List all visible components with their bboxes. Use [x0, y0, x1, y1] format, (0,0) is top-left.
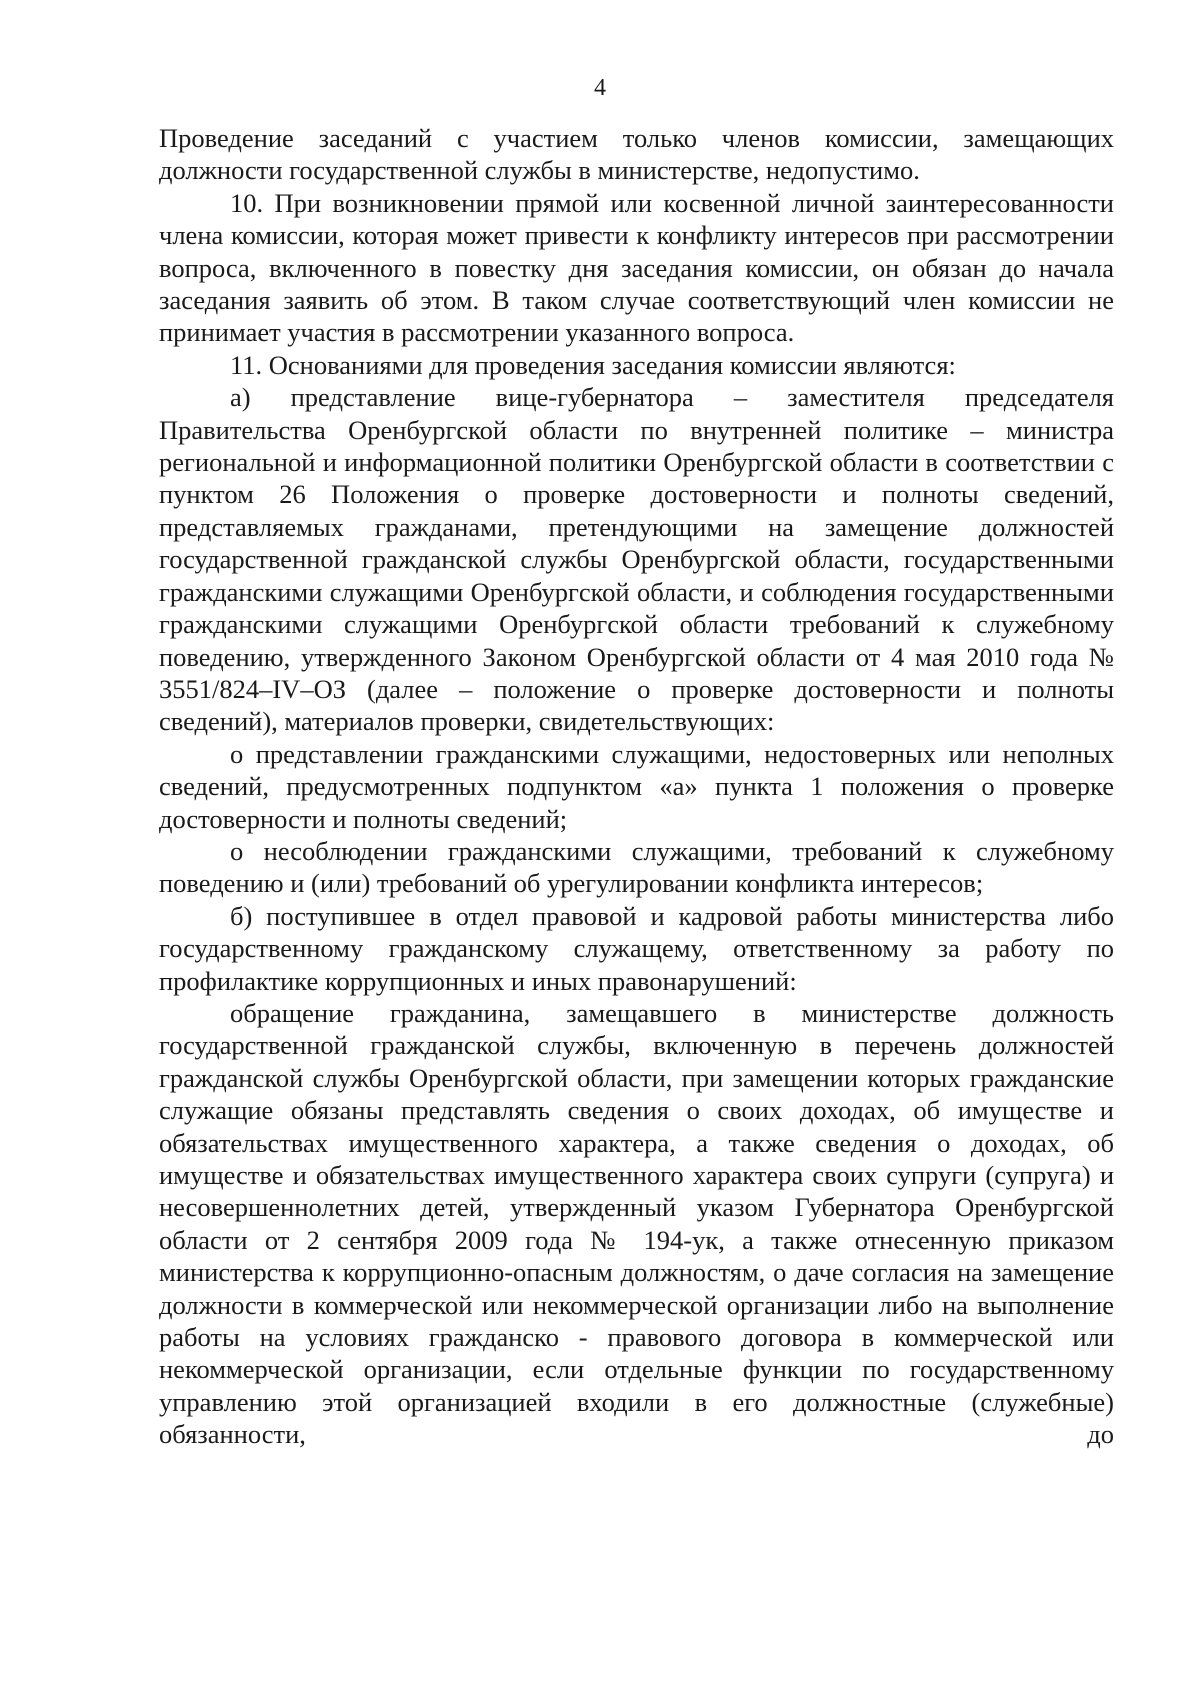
page-number: 4	[594, 75, 606, 101]
paragraph-10-conflict-of-interest: 10. При возникновении прямой или косвенной личной заинтересованности члена комиссии, которая может привести к конфликту интересов при рассмотрении вопроса, включенного в повестку дня заседания комиссии, он обязан до начала заседания заявить об этом. В таком случае соответствующий член комиссии не принимает участия в рассмотрении указанного вопроса.	[159, 187, 1114, 348]
paragraph-unreliable-info: о представлении гражданскими служащими, недостоверных или неполных сведений, предусмотренных подпунктом «а» пункта 1 положения о проверке достоверности и полноты сведений;	[159, 738, 1114, 834]
document-body	[159, 122, 1114, 1451]
paragraph-meetings-restriction: Проведение заседаний с участием только членов комиссии, замещающих должности государственной службы в министерстве, недопустимо.	[159, 123, 1114, 186]
paragraph-11b-received: б) поступившее в отдел правовой и кадровой работы министерства либо государственному гражданскому служащему, ответственному за работу по профилактике коррупционных и иных правонарушений:	[159, 900, 1114, 996]
paragraph-non-compliance: о несоблюдении гражданскими служащими, требований к служебному поведению и (или) требований об урегулировании конфликта интересов;	[159, 835, 1114, 899]
paragraph-citizen-appeal: обращение гражданина, замещавшего в министерстве должность государственной гражданской службы, включенную в перечень должностей гражданской службы Оренбургской области, при замещении которых гражданские служащие обязаны представлять сведения о своих доходах, об имуществе и обязательствах имущественного характера, а также сведения о доходах, об имуществе и обязательствах имущественного характера своих супруги (супруга) и несовершеннолетних детей, утвержденный указом Губернатора Оренбургской области от 2 сентября 2009 года № 194-ук, а также отнесенную приказом министерства к коррупционно-опасным должностям, о даче согласия на замещение должности в коммерческой или некоммерческой организации либо на выполнение работы на условиях гражданско - правового договора в коммерческой или некоммерческой организации, если отдельные функции по государственному управлению этой организацией входили в его должностные (служебные) обязанности, до	[159, 997, 1114, 1450]
paragraph-11-grounds: 11. Основаниями для проведения заседания комиссии являются:	[230, 349, 956, 380]
paragraph-11a-submission: а) представление вице-губернатора – заместителя председателя Правительства Оренбургской области по внутренней политике – министра региональной и информационной политики Оренбургской области в соответствии с пунктом 26 Положения о проверке достоверности и полноты сведений, представляемых гражданами, претендующими на замещение должностей государственной гражданской службы Оренбургской области, государственными гражданскими служащими Оренбургской области, и соблюдения государственными гражданскими служащими Оренбургской области требований к служебному поведению, утвержденного Законом Оренбургской области от 4 мая 2010 года № 3551/824–IV–ОЗ (далее – положение о проверке достоверности и полноты сведений), материалов проверки, свидетельствующих:	[159, 382, 1114, 737]
